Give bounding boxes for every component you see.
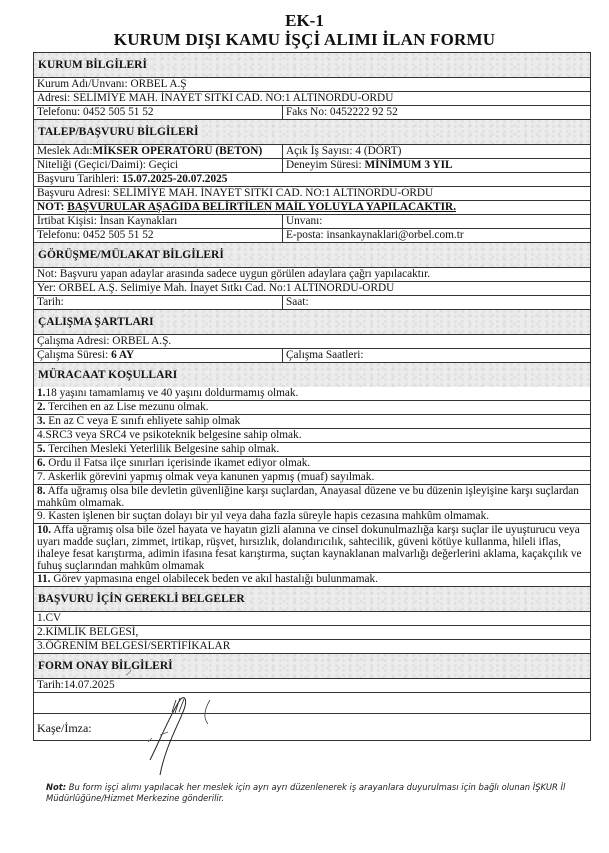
condition-text — [34, 573, 590, 586]
section-heading-talep: TALEP/BAŞVURU BİLGİLERİ — [34, 119, 590, 144]
condition-body: 4.SRC3 veya SRC4 ve psikoteknik belgesine sahip olmak. — [37, 429, 302, 441]
interview-place: Yer: ORBEL A.Ş. Selimiye Mah. İnayet Sıtkı Cad. No:1 ALTINORDU-ORDU — [37, 282, 395, 294]
document-item-cv: 1.CV — [37, 612, 62, 624]
contact-phone: Telefonu: 0452 505 51 52 — [34, 229, 283, 242]
condition-number: 6. — [37, 457, 46, 469]
document-item — [34, 611, 590, 625]
condition-item — [34, 400, 590, 414]
condition-item — [34, 523, 590, 572]
contact-title: Unvanı: — [286, 215, 323, 227]
condition-number: 3. — [37, 415, 46, 427]
work-hours: Çalışma Saatleri: — [286, 349, 364, 361]
job-nature: Niteliği (Geçici/Daimi): Geçici — [34, 159, 283, 172]
condition-number: 1. — [37, 387, 46, 399]
application-note-value: BAŞVURULAR AŞAĞIDA BELİRTİLEN MAİL YOLUYLA YAPILACAKTIR. — [67, 201, 457, 213]
condition-text — [34, 429, 590, 442]
approval-date: Tarih:14.07.2025 — [37, 679, 115, 691]
condition-body: En az C veya E sınıfı ehliyete sahip olmak — [45, 415, 241, 427]
form-row — [34, 186, 590, 200]
condition-item — [34, 470, 590, 484]
stamp-signature: Kaşe/İmza: — [37, 721, 92, 735]
section-heading-muracaat: MÜRACAAT KOŞULLARI — [34, 362, 590, 387]
interview-date: Tarih: — [34, 296, 283, 309]
form-title: KURUM DIŞI KAMU İŞÇİ ALIMI İLAN FORMU — [113, 30, 496, 49]
contact-person: İrtibat Kişisi: İnsan Kaynakları — [34, 215, 283, 228]
condition-item — [34, 484, 590, 509]
condition-body: 7. Askerlik görevini yapmış olmak veya kanunen yapmış (muaf) sayılmak. — [37, 471, 375, 483]
form-row — [34, 77, 590, 91]
condition-body: Tercihen en az Lise mezunu olmak. — [45, 401, 209, 413]
condition-body: Tercihen Mesleki Yeterlilik Belgesine sahip olmak. — [45, 443, 280, 455]
application-note — [34, 201, 590, 214]
condition-item — [34, 428, 590, 442]
condition-item — [34, 414, 590, 428]
institution-phone: Telefonu: 0452 505 51 52 — [34, 106, 283, 119]
form-row — [34, 281, 590, 295]
job-title-label: Meslek Adı: — [37, 145, 93, 157]
form-row — [34, 678, 590, 692]
open-positions: Açık İş Sayısı: 4 (DÖRT) — [286, 145, 402, 157]
condition-body: Ordu il Fatsa ilçe sınırları içerisinde ikamet ediyor olmak. — [45, 457, 311, 469]
work-duration-value: 6 AY — [111, 349, 135, 361]
application-address: Başvuru Adresi: SELİMİYE MAH. İNAYET SITKI CAD. NO:1 ALTINORDU-ORDU — [37, 187, 434, 199]
job-title — [34, 145, 283, 158]
work-address: Çalışma Adresi: ORBEL A.Ş. — [37, 335, 172, 347]
section-heading-onay: FORM ONAY BİLGİLERİ — [34, 653, 590, 678]
form-row — [34, 348, 590, 362]
form-row — [34, 158, 590, 172]
condition-text — [34, 510, 590, 523]
condition-number: 5. — [37, 443, 46, 455]
condition-text — [34, 485, 590, 509]
form-row — [34, 172, 590, 186]
section-heading-gorusme: GÖRÜŞME/MÜLAKAT BİLGİLERİ — [34, 242, 590, 267]
footer-note-label: Not: — [46, 782, 67, 792]
form-row — [34, 713, 590, 740]
document-item — [34, 639, 590, 653]
condition-text — [34, 443, 590, 456]
form-row — [34, 228, 590, 242]
interview-time: Saat: — [286, 296, 309, 308]
condition-text — [34, 524, 590, 572]
condition-number: 8. — [37, 485, 46, 497]
section-heading-calisma: ÇALIŞMA ŞARTLARI — [34, 309, 590, 334]
work-duration — [34, 349, 283, 362]
conditions-list — [34, 387, 590, 586]
experience-label: Deneyim Süresi: — [286, 159, 365, 171]
application-dates-label: Başvuru Tarihleri: — [37, 173, 122, 185]
interview-note: Not: Başvuru yapan adaylar arasında sadece uygun görülen adaylara çağrı yapılacaktır. — [37, 268, 431, 280]
institution-fax: Faks No: 0452222 92 52 — [286, 106, 398, 118]
document-item-education: 3.ÖĞRENİM BELGESİ/SERTİFİKALAR — [37, 640, 231, 652]
announcement-form — [33, 52, 591, 741]
job-title-value: MİKSER OPERATÖRÜ (BETON) — [92, 145, 263, 157]
condition-number: 2. — [37, 401, 46, 413]
condition-body: Affa uğramış olsa bile devletin güvenliğine karşı suçlardan, Anayasal düzene ve bu düzenin işleyişine karşı suçlardan mahkûm olmamak. — [37, 485, 579, 509]
condition-body: 9. Kasten işlenen bir suçtan dolayı bir yıl veya daha fazla süreyle hapis cezasına mahkûm olmamak. — [37, 510, 490, 522]
condition-body: 18 yaşını tamamlamış ve 40 yaşını doldurmamış olmak. — [45, 387, 299, 399]
condition-text — [34, 387, 590, 400]
condition-number: 11. — [37, 573, 51, 585]
condition-item — [34, 509, 590, 523]
condition-item — [34, 456, 590, 470]
condition-text — [34, 415, 590, 428]
approval-blank — [34, 693, 590, 713]
document-item — [34, 625, 590, 639]
footer-note — [46, 782, 596, 804]
contact-email[interactable]: E-posta: insankaynaklari@orbel.com.tr — [286, 229, 464, 241]
condition-body: Affa uğramış olsa bile özel hayata ve hayatın gizli alanına ve cinsel dokunulmazlığa karşı suçlar ile uyuşturucu veya uyarı madde suçları, zimmet, irtikap, rüşvet, hırsızlık, dolandırıcılık, sahtecilik, güveni kötüye kullanma, hileli iflas, ihaleye fesat karıştırma, adimin ifasına fesat karıştırma, suçtan kaynaklanan malvarlığı değerlerini aklama, kaçakçılık ve fuhuş suçlarından mahkûm olmamak — [37, 524, 582, 572]
form-row — [34, 295, 590, 309]
institution-address: Adresi: SELİMİYE MAH. İNAYET SITKI CAD. NO:1 ALTINORDU-ORDU — [37, 92, 394, 104]
form-row — [34, 144, 590, 158]
form-row — [34, 334, 590, 348]
condition-item — [34, 572, 590, 586]
condition-number: 10. — [37, 524, 52, 536]
annex-label: EK-1 — [285, 11, 324, 30]
form-row — [34, 692, 590, 713]
condition-text — [34, 471, 590, 484]
application-dates — [34, 173, 590, 186]
experience — [283, 159, 590, 172]
section-heading-belgeler: BAŞVURU İÇİN GEREKLİ BELGELER — [34, 586, 590, 611]
form-row — [34, 214, 590, 228]
experience-value: MİNİMUM 3 YIL — [364, 159, 453, 171]
condition-body: Görev yapmasına engel olabilecek beden ve akıl hastalığı bulunmamak. — [50, 573, 378, 585]
condition-item — [34, 387, 590, 400]
condition-text — [34, 457, 590, 470]
application-dates-value: 15.07.2025-20.07.2025 — [121, 173, 228, 185]
institution-name: Kurum Adı/Unvanı: ORBEL A.Ş — [37, 78, 187, 90]
condition-item — [34, 442, 590, 456]
footer-note-text: Bu form işçi alımı yapılacak her meslek için ayrı ayrı düzenlenerek iş arayanlara duyurulması için bağlı olunan İŞKUR İl Müdürlüğüne/Hizmet Merkezine gönderilir. — [46, 782, 566, 803]
form-row — [34, 105, 590, 119]
form-row — [34, 200, 590, 214]
form-row — [34, 91, 590, 105]
work-duration-label: Çalışma Süresi: — [37, 349, 112, 361]
form-row — [34, 267, 590, 281]
section-heading-kurum: KURUM BİLGİLERİ — [34, 53, 590, 77]
condition-text — [34, 401, 590, 414]
document-item-id: 2.KİMLİK BELGESİ, — [37, 626, 139, 638]
application-note-label: NOT: — [37, 201, 68, 213]
